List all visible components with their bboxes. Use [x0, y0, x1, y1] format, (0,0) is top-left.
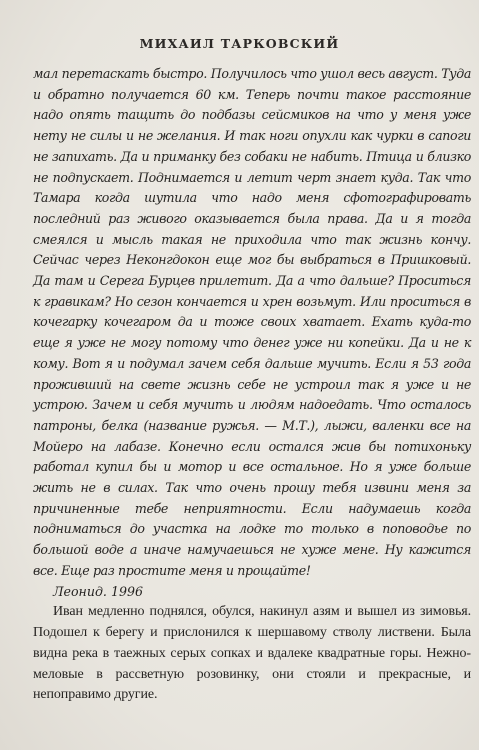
narrative-paragraph: Иван медленно поднялся, обулся, накинул азям и вышел из зимовья. Подошел к берегу и прислонился к шершавому стволу листвени. Была видна река в таежных серых сопках и вдалеке квадратные горы. Нежно-меловые в рассветную розовинку, они стояли и прекрасные, и непоправимо другие.: [33, 604, 471, 703]
page-body: [33, 64, 471, 706]
letter-signature: Леонид. 1996: [53, 583, 143, 599]
running-header-author: МИХАИЛ ТАРКОВСКИЙ: [139, 36, 340, 51]
letter-text: мал перетаскать быстро. Получилось что ушол весь август. Туда и обратно получается 60 км. Теперь почти такое расстояние надо опять тащить до подбазы сейсмиков на что у меня уже нету не силы и не желания. И так ноги опухли как чурки в сапоги не запихать. Да и приманку без собаки не набить. Птица и близко не подпускает. Поднимается и летит черт знает куда. Так что Тамара когда шутила что надо меня сфотографировать последний раз живого оказывается была права. Да и я тогда смеялся и мысль такая не приходила что так жизнь кончу. Сейчас через Неконгдокон еще мог бы выбраться в Пришковый. Да там и Серега Бурцев прилетит. Да а что дальше? Проситься к гравикам? Но сезон кончается и хрен возьмут. Или проситься в кочегарку кочегаром да и тоже своих хватает. Ехать куда-то еще я уже не могу потому что денег уже ни копейки. Да и не к кому. Вот я и подумал зачем себя дальше мучить. Если я 53 года проживший на свете жизнь себе не устроил так я уже и не устрою. Зачем и себя мучить и людям надоедать. Что осталось патроны, белка (название ружья. — М.Т.), лыжи, валенки все на Мойеро на лабазе. Конечно если остался жив бы потихоньку работал купил бы и мотор и все остальное. Но я уже больше жить не в силах. Так что очень прошу тебя извини меня за причиненные тебе неприятности. Если надумаешь когда подниматься до участка на лодке то только в поповодье по большой воде а иначе намучаешься не хуже мене. Ну кажится все. Еще раз простите меня и прощайте!: [33, 66, 471, 578]
